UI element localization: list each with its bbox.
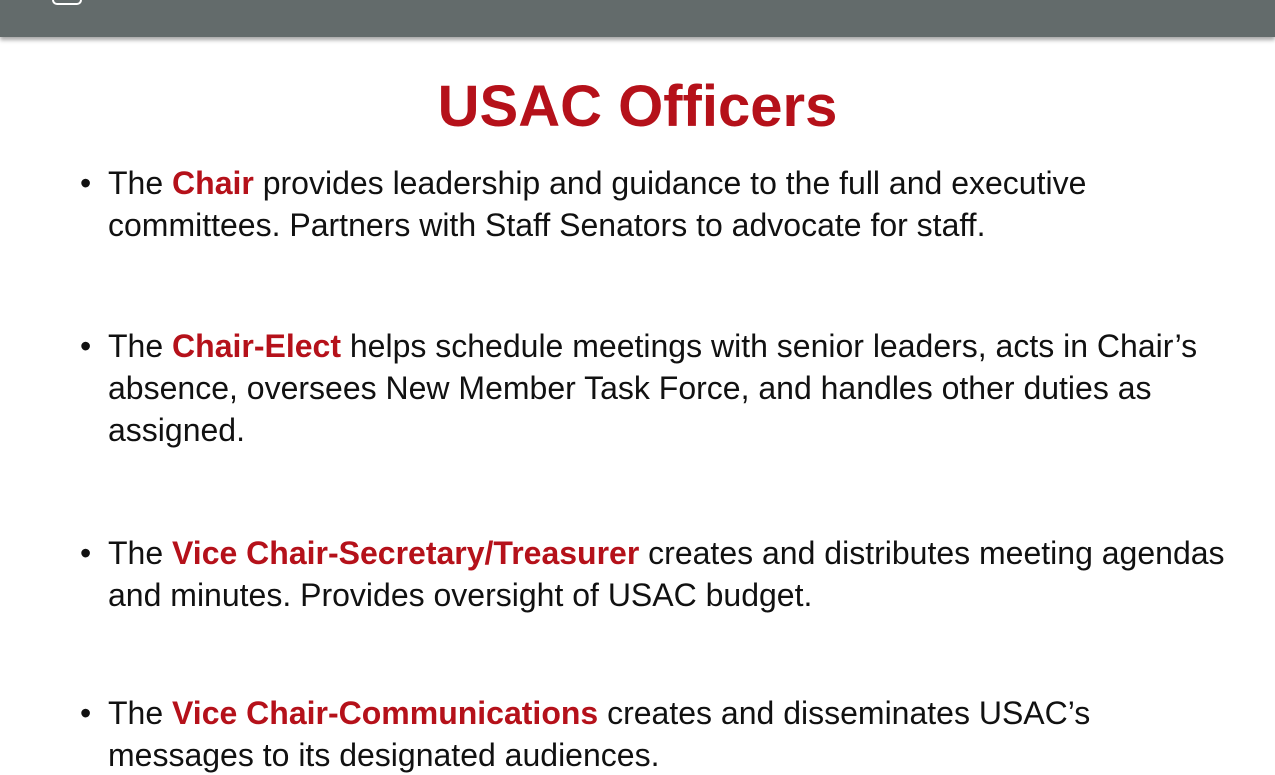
slide-title: USAC Officers [437,74,838,139]
role-description: helps schedule meetings with senior leaders, acts in Chair’s absence, oversees New Member Task Force, and handles other duties as assigned. [108,328,1198,448]
bullet-prefix: The [108,165,173,201]
role-description: creates and distributes meeting agendas and minutes. Provides oversight of USAC budget. [108,535,1225,613]
bullet-icon: • [80,535,92,571]
role-description: provides leadership and guidance to the full and executive committees. Partners with Staff Senators to advocate for staff. [108,165,1087,243]
bullet-prefix: The [108,328,173,364]
bullet-icon: • [80,695,92,731]
bullet-prefix: The [108,535,173,571]
role-name: Chair-Elect [172,328,341,364]
bullet-item-vice-chair-communications [80,692,1240,775]
role-name: Chair [172,165,254,201]
header-bar [0,0,1275,37]
bullet-prefix: The [108,695,173,731]
role-description: creates and disseminates USAC’s messages to its designated audiences. [108,695,1091,773]
bullet-item-vice-chair-secretary-treasurer [80,532,1240,616]
bullet-icon: • [80,328,92,364]
role-name: Vice Chair-Secretary/Treasurer [172,535,640,571]
logo-icon [52,0,82,5]
bullet-item-chair [80,162,1240,246]
bullet-item-chair-elect [80,325,1240,451]
role-name: Vice Chair-Communications [172,695,599,731]
bullet-icon: • [80,165,92,201]
